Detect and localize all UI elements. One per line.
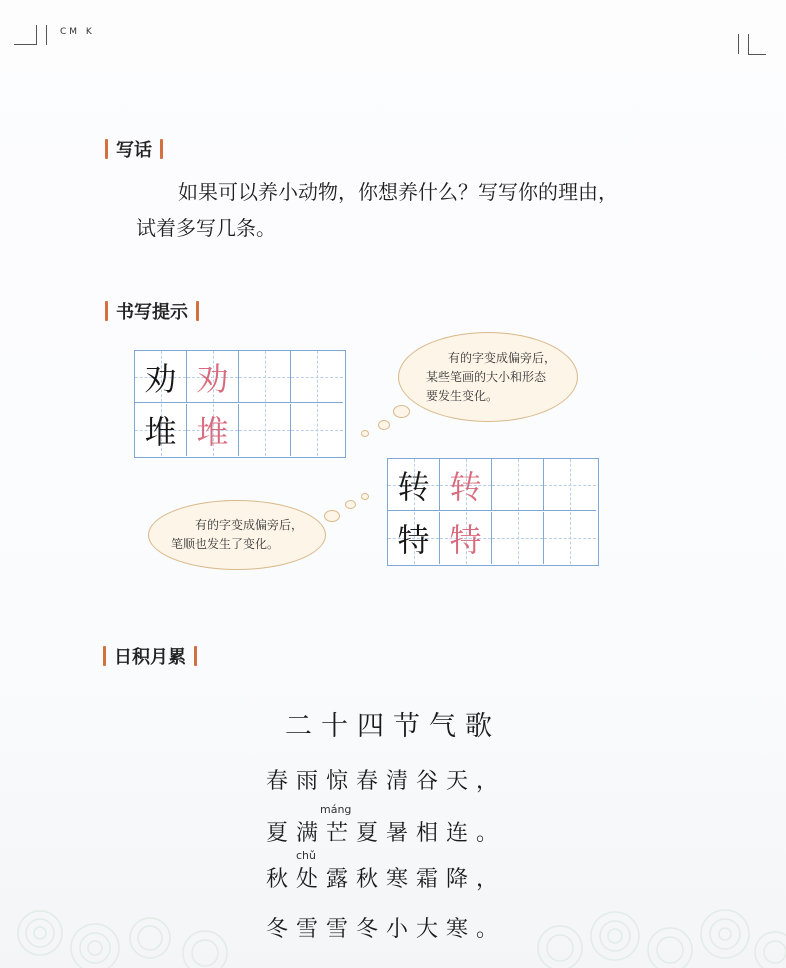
section-title-text: 写话 (116, 140, 152, 161)
grid-cell (492, 459, 544, 511)
section-title-tips (105, 298, 199, 324)
crop-mark (738, 34, 739, 54)
section-title-text: 日积月累 (114, 647, 186, 668)
pinyin-chu: chǔ (296, 849, 316, 862)
writing-grid-1 (134, 350, 346, 458)
grid-cell (135, 404, 187, 456)
grid-cell (239, 351, 291, 403)
thought-dot (378, 420, 390, 430)
grid-cell (544, 512, 596, 564)
cloud-pattern-decoration (0, 888, 786, 968)
grid-cell (388, 512, 440, 564)
poem-line-2: 夏满芒夏暑相连。 (266, 821, 507, 846)
bubble-text-line: 有的字变成偏旁后， (447, 350, 556, 365)
poem-line-4: 冬雪雪冬小大寒。 (266, 917, 507, 942)
section-title-accumulate (103, 643, 197, 669)
model-character: 劝 (144, 359, 177, 398)
crop-mark (46, 25, 47, 45)
grid-cell (291, 351, 343, 403)
accent-bar (196, 301, 199, 321)
highlighted-character: 堆 (196, 413, 229, 451)
poem-line-3: 秋处露秋寒霜降， (266, 867, 507, 892)
crop-mark (36, 25, 37, 45)
grid-cell (440, 512, 492, 564)
bubble-text-line: 有的字变成偏旁后， (194, 518, 303, 532)
print-color-marks: CM K (60, 27, 95, 37)
thought-bubble-stroke-order (148, 500, 326, 570)
highlighted-character: 特 (449, 521, 482, 559)
bubble-text-line: 要发生变化。 (425, 388, 498, 403)
grid-cell (492, 512, 544, 564)
writing-prompt-line-1: 如果可以养小动物，你想养什么？写写你的理由， (178, 180, 618, 204)
crop-mark (748, 34, 749, 54)
poem-title: 二十四节气歌 (285, 711, 501, 742)
section-title-text: 书写提示 (116, 302, 188, 323)
grid-cell (187, 404, 239, 456)
grid-cell (135, 351, 187, 403)
grid-cell (388, 459, 440, 511)
model-character: 转 (397, 467, 430, 506)
thought-dot (393, 405, 410, 418)
highlighted-character: 劝 (196, 359, 229, 398)
accent-bar (105, 301, 108, 321)
model-character: 特 (397, 521, 430, 559)
grid-cell (544, 459, 596, 511)
poem-line-1: 春雨惊春清谷天， (266, 769, 507, 794)
accent-bar (194, 646, 197, 666)
writing-prompt-line-2: 试着多写几条。 (136, 216, 276, 240)
model-character: 堆 (144, 413, 177, 451)
bubble-text-line: 某些笔画的大小和形态 (425, 369, 546, 384)
thought-dot (361, 493, 369, 500)
thought-dot (361, 430, 369, 437)
grid-cell (440, 459, 492, 511)
crop-mark (748, 54, 766, 55)
writing-grid-2 (387, 458, 599, 566)
pinyin-mang: máng (320, 803, 352, 816)
thought-bubble-stroke-shape (398, 332, 578, 422)
grid-cell (239, 404, 291, 456)
highlighted-character: 转 (449, 467, 482, 506)
thought-dot (345, 500, 356, 509)
accent-bar (103, 646, 106, 666)
accent-bar (160, 139, 163, 159)
crop-mark (14, 44, 36, 45)
grid-cell (187, 351, 239, 403)
section-title-writing (105, 136, 163, 162)
bubble-text-line: 笔顺也发生了变化。 (170, 537, 279, 551)
thought-dot (324, 510, 340, 522)
grid-cell (291, 404, 343, 456)
accent-bar (105, 139, 108, 159)
